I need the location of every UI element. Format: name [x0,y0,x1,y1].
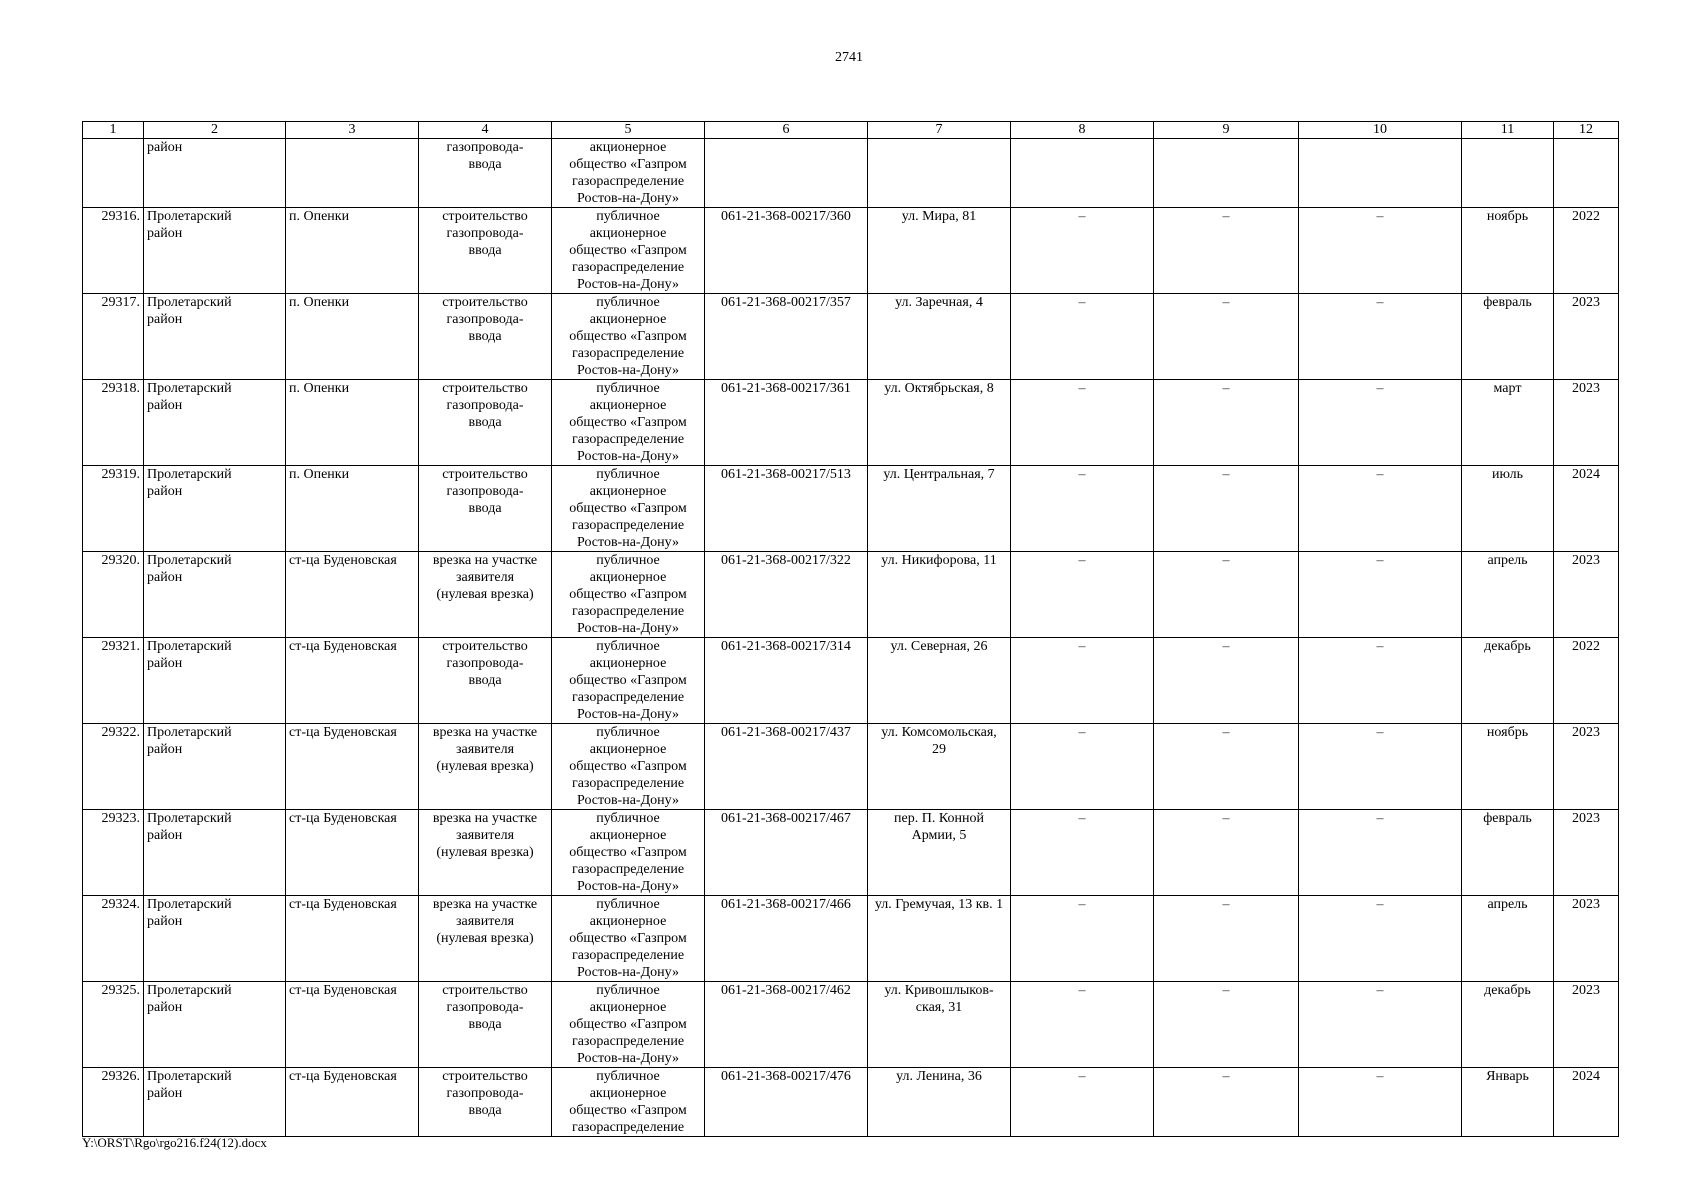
address-cell: ул. Мира, 81 [868,208,1011,294]
address-cell: ул. Кривошлыков- ская, 31 [868,982,1011,1068]
year-cell: 2023 [1554,552,1619,638]
col-8-cell: – [1011,638,1154,724]
work-type-cell: строительство газопровода- ввода [419,982,552,1068]
row-number-cell: 29321. [83,638,144,724]
col-10-cell: – [1299,552,1462,638]
organization-cell: публичное акционерное общество «Газпром газораспределение Ростов-на-Дону» [552,552,705,638]
district-cell: Пролетарский район [144,982,286,1068]
col-10-cell: – [1299,294,1462,380]
table-row [83,139,1619,208]
col-10-cell: – [1299,466,1462,552]
col-9-cell: – [1154,810,1299,896]
col-9-cell [1154,139,1299,208]
col-9-cell: – [1154,552,1299,638]
row-number-cell: 29316. [83,208,144,294]
table-row [83,208,1619,294]
month-cell: февраль [1462,810,1554,896]
district-cell: район [144,139,286,208]
district-cell: Пролетарский район [144,294,286,380]
table-row [83,294,1619,380]
month-cell: апрель [1462,552,1554,638]
work-type-cell: врезка на участке заявителя (нулевая врезка) [419,724,552,810]
table-row [83,810,1619,896]
request-number-cell: 061-21-368-00217/360 [705,208,868,294]
work-type-cell: строительство газопровода- ввода [419,380,552,466]
col-8-cell: – [1011,380,1154,466]
address-cell: ул. Никифорова, 11 [868,552,1011,638]
col-8-cell: – [1011,982,1154,1068]
settlement-cell: п. Опенки [286,466,419,552]
work-type-cell: врезка на участке заявителя (нулевая врезка) [419,896,552,982]
address-cell: ул. Октябрьская, 8 [868,380,1011,466]
row-number-cell: 29323. [83,810,144,896]
col-9-cell: – [1154,896,1299,982]
column-header: 1 [83,122,144,139]
col-8-cell: – [1011,1068,1154,1137]
col-10-cell: – [1299,1068,1462,1137]
month-cell: декабрь [1462,982,1554,1068]
col-10-cell: – [1299,380,1462,466]
column-header: 9 [1154,122,1299,139]
request-number-cell: 061-21-368-00217/357 [705,294,868,380]
organization-cell: публичное акционерное общество «Газпром газораспределение Ростов-на-Дону» [552,466,705,552]
column-header: 12 [1554,122,1619,139]
col-10-cell: – [1299,208,1462,294]
month-cell: июль [1462,466,1554,552]
column-header: 8 [1011,122,1154,139]
registry-table [82,121,1619,1137]
address-cell: ул. Заречная, 4 [868,294,1011,380]
request-number-cell: 061-21-368-00217/462 [705,982,868,1068]
work-type-cell: строительство газопровода- ввода [419,1068,552,1137]
organization-cell: публичное акционерное общество «Газпром газораспределение Ростов-на-Дону» [552,724,705,810]
col-9-cell: – [1154,1068,1299,1137]
work-type-cell: строительство газопровода- ввода [419,466,552,552]
table-row [83,466,1619,552]
organization-cell: публичное акционерное общество «Газпром газораспределение Ростов-на-Дону» [552,208,705,294]
organization-cell: публичное акционерное общество «Газпром газораспределение Ростов-на-Дону» [552,638,705,724]
column-header: 2 [144,122,286,139]
district-cell: Пролетарский район [144,810,286,896]
settlement-cell: ст-ца Буденовская [286,552,419,638]
organization-cell: публичное акционерное общество «Газпром газораспределение [552,1068,705,1137]
organization-cell: публичное акционерное общество «Газпром газораспределение Ростов-на-Дону» [552,896,705,982]
request-number-cell: 061-21-368-00217/322 [705,552,868,638]
settlement-cell: п. Опенки [286,294,419,380]
row-number-cell: 29325. [83,982,144,1068]
work-type-cell: строительство газопровода- ввода [419,294,552,380]
table-row [83,896,1619,982]
address-cell: ул. Комсомольская, 29 [868,724,1011,810]
row-number-cell [83,139,144,208]
address-cell [868,139,1011,208]
column-header: 4 [419,122,552,139]
month-cell [1462,139,1554,208]
col-9-cell: – [1154,982,1299,1068]
work-type-cell: газопровода- ввода [419,139,552,208]
col-8-cell: – [1011,552,1154,638]
year-cell: 2024 [1554,466,1619,552]
address-cell: ул. Ленина, 36 [868,1068,1011,1137]
month-cell: апрель [1462,896,1554,982]
request-number-cell: 061-21-368-00217/437 [705,724,868,810]
address-cell: пер. П. Конной Армии, 5 [868,810,1011,896]
table-row [83,380,1619,466]
table-row [83,982,1619,1068]
district-cell: Пролетарский район [144,638,286,724]
request-number-cell: 061-21-368-00217/361 [705,380,868,466]
address-cell: ул. Гремучая, 13 кв. 1 [868,896,1011,982]
col-10-cell: – [1299,896,1462,982]
year-cell: 2023 [1554,810,1619,896]
settlement-cell: ст-ца Буденовская [286,638,419,724]
settlement-cell: ст-ца Буденовская [286,982,419,1068]
year-cell: 2024 [1554,1068,1619,1137]
request-number-cell: 061-21-368-00217/476 [705,1068,868,1137]
column-number-row [83,122,1619,139]
table-row [83,724,1619,810]
month-cell: Январь [1462,1068,1554,1137]
settlement-cell: п. Опенки [286,380,419,466]
row-number-cell: 29319. [83,466,144,552]
address-cell: ул. Центральная, 7 [868,466,1011,552]
district-cell: Пролетарский район [144,896,286,982]
organization-cell: публичное акционерное общество «Газпром газораспределение Ростов-на-Дону» [552,380,705,466]
column-header: 10 [1299,122,1462,139]
month-cell: ноябрь [1462,208,1554,294]
year-cell: 2023 [1554,294,1619,380]
address-cell: ул. Северная, 26 [868,638,1011,724]
district-cell: Пролетарский район [144,1068,286,1137]
settlement-cell: ст-ца Буденовская [286,810,419,896]
request-number-cell: 061-21-368-00217/513 [705,466,868,552]
organization-cell: публичное акционерное общество «Газпром газораспределение Ростов-на-Дону» [552,294,705,380]
month-cell: ноябрь [1462,724,1554,810]
table-row [83,1068,1619,1137]
year-cell: 2023 [1554,896,1619,982]
year-cell: 2022 [1554,208,1619,294]
col-9-cell: – [1154,294,1299,380]
column-header: 6 [705,122,868,139]
col-10-cell: – [1299,724,1462,810]
file-path-footer: Y:\ORST\Rgo\rgo216.f24(12).docx [82,1135,267,1150]
year-cell: 2022 [1554,638,1619,724]
request-number-cell: 061-21-368-00217/466 [705,896,868,982]
district-cell: Пролетарский район [144,466,286,552]
settlement-cell [286,139,419,208]
work-type-cell: строительство газопровода- ввода [419,638,552,724]
col-9-cell: – [1154,466,1299,552]
settlement-cell: ст-ца Буденовская [286,724,419,810]
month-cell: март [1462,380,1554,466]
column-header: 3 [286,122,419,139]
col-9-cell: – [1154,638,1299,724]
column-header: 5 [552,122,705,139]
row-number-cell: 29320. [83,552,144,638]
month-cell: февраль [1462,294,1554,380]
district-cell: Пролетарский район [144,724,286,810]
work-type-cell: врезка на участке заявителя (нулевая врезка) [419,810,552,896]
organization-cell: акционерное общество «Газпром газораспределение Ростов-на-Дону» [552,139,705,208]
work-type-cell: врезка на участке заявителя (нулевая врезка) [419,552,552,638]
request-number-cell [705,139,868,208]
page-number: 2741 [835,50,863,65]
year-cell [1554,139,1619,208]
table-row [83,638,1619,724]
row-number-cell: 29326. [83,1068,144,1137]
row-number-cell: 29318. [83,380,144,466]
col-10-cell: – [1299,638,1462,724]
col-8-cell: – [1011,466,1154,552]
column-header: 7 [868,122,1011,139]
district-cell: Пролетарский район [144,380,286,466]
settlement-cell: ст-ца Буденовская [286,896,419,982]
organization-cell: публичное акционерное общество «Газпром газораспределение Ростов-на-Дону» [552,982,705,1068]
district-cell: Пролетарский район [144,552,286,638]
col-9-cell: – [1154,380,1299,466]
col-10-cell: – [1299,810,1462,896]
col-8-cell: – [1011,294,1154,380]
row-number-cell: 29317. [83,294,144,380]
col-10-cell: – [1299,982,1462,1068]
col-9-cell: – [1154,724,1299,810]
request-number-cell: 061-21-368-00217/314 [705,638,868,724]
col-8-cell [1011,139,1154,208]
col-8-cell: – [1011,810,1154,896]
year-cell: 2023 [1554,380,1619,466]
col-8-cell: – [1011,724,1154,810]
col-9-cell: – [1154,208,1299,294]
column-header: 11 [1462,122,1554,139]
col-8-cell: – [1011,896,1154,982]
row-number-cell: 29324. [83,896,144,982]
settlement-cell: п. Опенки [286,208,419,294]
table-body [83,139,1619,1137]
table-row [83,552,1619,638]
request-number-cell: 061-21-368-00217/467 [705,810,868,896]
month-cell: декабрь [1462,638,1554,724]
year-cell: 2023 [1554,982,1619,1068]
col-10-cell [1299,139,1462,208]
district-cell: Пролетарский район [144,208,286,294]
row-number-cell: 29322. [83,724,144,810]
col-8-cell: – [1011,208,1154,294]
year-cell: 2023 [1554,724,1619,810]
settlement-cell: ст-ца Буденовская [286,1068,419,1137]
work-type-cell: строительство газопровода- ввода [419,208,552,294]
organization-cell: публичное акционерное общество «Газпром газораспределение Ростов-на-Дону» [552,810,705,896]
